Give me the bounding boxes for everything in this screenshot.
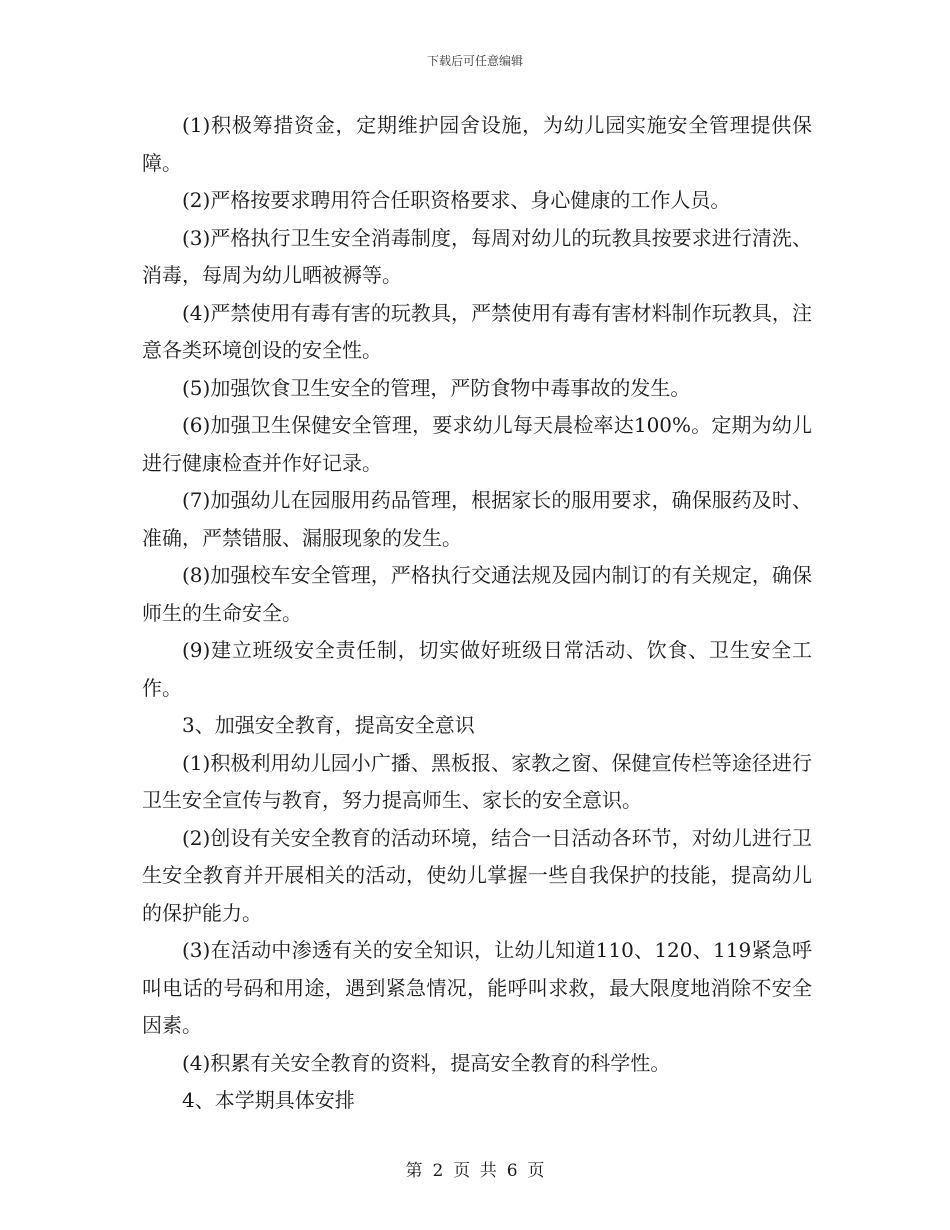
document-body	[142, 107, 812, 1120]
paragraph: (9)建立班级安全责任制，切实做好班级日常活动、饮食、卫生安全工作。	[142, 638, 812, 700]
footer-middle: 页 共	[453, 1161, 497, 1181]
paragraph: (3)在活动中渗透有关的安全知识，让幼儿知道110、120、119紧急呼叫电话的号码和用途，遇到紧急情况，能呼叫求救，最大限度地消除不安全因素。	[142, 938, 812, 1037]
footer-page-number: 2	[432, 1161, 444, 1181]
page-header: 下载后可任意编辑	[426, 54, 523, 68]
footer-prefix: 第	[405, 1161, 423, 1181]
section-heading: 4、本学期具体安排	[182, 1088, 355, 1112]
paragraph: (3)严格执行卫生安全消毒制度，每周对幼儿的玩教具按要求进行清洗、消毒，每周为幼儿晒被褥等。	[142, 225, 812, 287]
paragraph: (8)加强校车安全管理，严格执行交通法规及园内制订的有关规定，确保师生的生命安全。	[142, 563, 812, 625]
footer-suffix: 页	[527, 1161, 545, 1181]
footer-total-pages: 6	[506, 1161, 518, 1181]
paragraph: (4)严禁使用有毒有害的玩教具，严禁使用有毒有害材料制作玩教具，注意各类环境创设的安全性。	[142, 300, 812, 362]
paragraph: (6)加强卫生保健安全管理，要求幼儿每天晨检率达100%。定期为幼儿进行健康检查并作好记录。	[142, 413, 812, 475]
page-footer	[0, 1156, 950, 1181]
paragraph: (7)加强幼儿在园服用药品管理，根据家长的服用要求，确保服药及时、准确，严禁错服、漏服现象的发生。	[142, 488, 812, 550]
paragraph: (2)严格按要求聘用符合任职资格要求、身心健康的工作人员。	[182, 188, 731, 212]
paragraph: (1)积极筹措资金，定期维护园舍设施，为幼儿园实施安全管理提供保障。	[142, 113, 812, 175]
paragraph: (2)创设有关安全教育的活动环境，结合一日活动各环节，对幼儿进行卫生安全教育并开展相关的活动，使幼儿掌握一些自我保护的技能，提高幼儿的保护能力。	[142, 825, 812, 925]
paragraph: (5)加强饮食卫生安全的管理，严防食物中毒事故的发生。	[182, 375, 691, 400]
paragraph: (1)积极利用幼儿园小广播、黑板报、家教之窗、保健宣传栏等途径进行卫生安全宣传与教育，努力提高师生、家长的安全意识。	[142, 750, 812, 812]
paragraph: (4)积累有关安全教育的资料，提高安全教育的科学性。	[182, 1050, 671, 1075]
section-heading: 3、加强安全教育，提高安全意识	[182, 713, 475, 737]
